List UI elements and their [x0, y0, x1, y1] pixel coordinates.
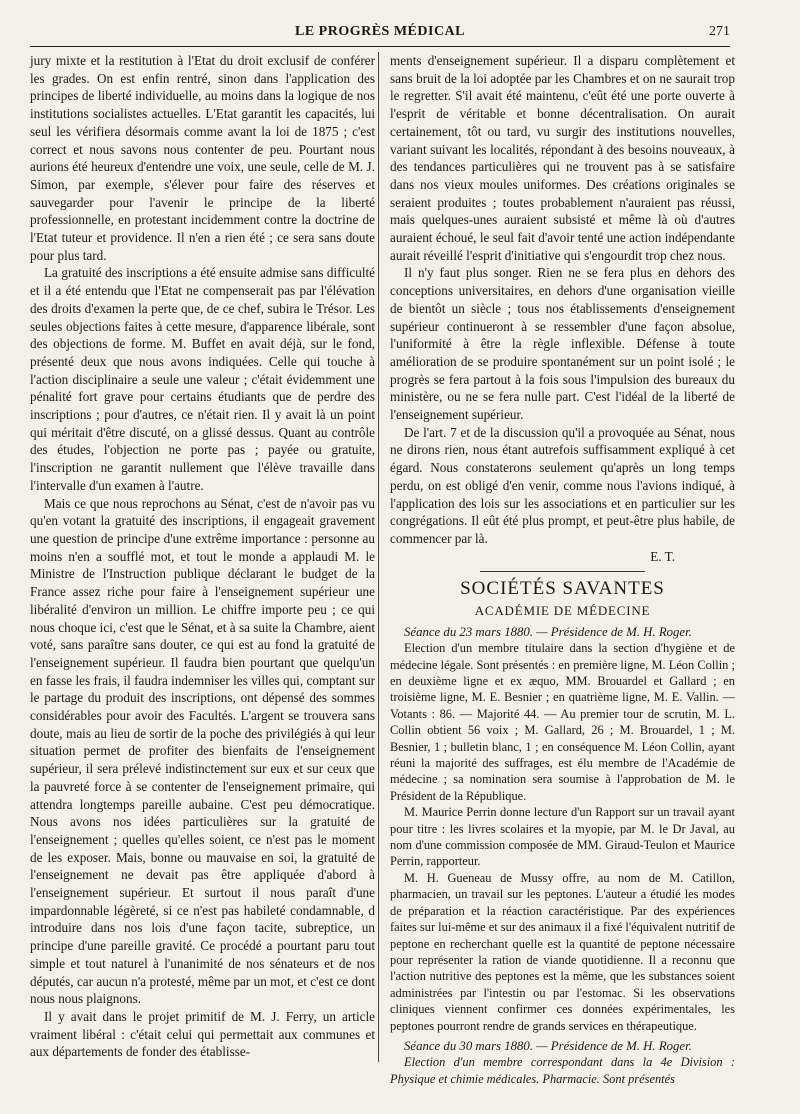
paragraph: Il n'y faut plus songer. Rien ne se fera plus en dehors des conceptions universitaires, en dehors d'une organisation vieille de bientôt un siècle ; tous nos établissements d'enseignement supérieur continueront à se ressembler d'une façon absolue, l'uniformité à être la règle inflexible. Défense à toute amélioration de se produire spontanément sur un point isolé ; le progrès se fera partout à la fois sous l'impulsion des bureaux du ministère, ou ne se fera nulle part. C'est l'idéal de la liberté de l'enseignement supérieur.	[390, 265, 735, 423]
page-number: 271	[709, 24, 730, 39]
section-title: SOCIÉTÉS SAVANTES	[460, 578, 665, 600]
seance-heading: Séance du 23 mars 1880. — Présidence de M. H. Roger.	[404, 624, 692, 639]
paragraph: Il y avait dans le projet primitif de M. J. Ferry, un article vraiment libéral : c'était celui qui permettait aux communes et aux départements de fonder des établisse-	[30, 1008, 375, 1060]
paragraph: Election d'un membre titulaire dans la section d'hygiène et de médecine légale. Sont présentés : en première ligne, M. Léon Collin ; en deuxième ligne et ex æquo, MM. Brouardel et Gallard ; en troisième ligne, M. E. Besnier ; en quatrième ligne, M. E. Vallin. — Votants : 86. — Majorité 44. — Au premier tour de scrutin, M. L. Collin obtient 56 voix ; M. Gallard, 26 ; M. Brouardel, 1 ; M. Besnier, 1 ; bulletin blanc, 1 ; en conséquence M. Léon Collin, ayant réuni la majorité des suffrages, est élu membre de l'Académie de médecine ; sa nomination sera soumise à l'approbation de M. le Président de la République.	[390, 641, 735, 803]
right-column	[390, 52, 735, 1087]
journal-title: LE PROGRÈS MÉDICAL	[294, 24, 466, 39]
column-divider	[378, 52, 379, 1062]
paragraph: La gratuité des inscriptions a été ensuite admise sans difficulté et il a été entendu que l'Etat ne compenserait pas par l'élévation des droits d'examen la perte que, de ce chef, subira le Trésor. Les seules objections faites à cette mesure, d'apparence libérale, sont des objections de forme. M. Buffet en avait déjà, sur le fond, présenté deux que nous avons indiquées. Celle qui touche à l'action disciplinaire a seule une valeur ; c'était évidemment une pénalité fort grave pour certains étudiants que de perdre des inscriptions ; pour d'autres, ce n'était rien. Il y avait là un point qui méritait d'être discuté, on a glissé dessus. Quant au contrôle des études, l'objection ne porte pas ; payée ou gratuite, l'inscription ne garantit nullement que l'élève travaille dans l'intervalle d'un examen à l'autre.	[30, 265, 375, 493]
paragraph: M. H. Gueneau de Mussy offre, au nom de M. Catillon, pharmacien, un travail sur les peptones. L'auteur a étudié les modes de préparation et la réaction caractéristique. Par des expériences faites sur lui-même et sur des animaux il a fixé l'équivalent nutritif de peptone en recherchant quelle est la quantité de peptone nécessaire pour représenter la ration de viande quotidienne. Il a reconnu que l'action nutritive des peptones est la même, que les substances soient administrées par l'intestin ou par l'estomac. Si les observations cliniques viennent confirmer ces données expérimentales, les peptones pourront rendre de grands services en thérapeutique.	[390, 870, 735, 1033]
paragraph: Election d'un membre correspondant dans la 4e Division : Physique et chimie médicales. Pharmacie. Sont présentés	[390, 1055, 735, 1086]
section-body	[390, 624, 735, 1087]
section-divider	[480, 571, 645, 572]
paragraph: M. Maurice Perrin donne lecture d'un Rapport sur un travail ayant pour titre : les livres scolaires et la myopie, par M. le Dr Javal, au nom d'une commission composée de MM. Giraud-Teulon et Maurice Perrin, rapporteur.	[390, 805, 735, 869]
paragraph: jury mixte et la restitution à l'Etat du droit exclusif de conférer les grades. On est enfin rentré, sinon dans l'application des principes de liberté individuelle, au moins dans la logique de nos institutions socialistes actuelles. L'Etat garantit les capacités, lui seul les vérifiera désormais comme avant la loi de 1875 ; c'est correct et nous savons nous contenter de peu. Pourtant nous aurions été heureux d'entendre une voix, une seule, celle de M. J. Simon, par exemple, s'élever pour faire des réserves et sauvegarder pour l'avenir le principe de la liberté professionnelle, en protestant incidemment contre la doctrine de l'Etat tuteur et providence. Il n'en a rien été ; ce sera sans doute pour plus tard.	[30, 53, 375, 263]
paragraph: De l'art. 7 et de la discussion qu'il a provoquée au Sénat, nous ne dirons rien, nous étant autrefois suffisamment expliqué à cet égard. Nous constaterons seulement qu'après un long temps perdu, on est obligé d'en venir, comme nous l'avions indiqué, à l'application des lois sur les associations et en particulier sur les congrégations. Il eût été plus prompt, et peut-être plus habile, de commencer par là.	[390, 424, 735, 546]
page-header	[30, 22, 730, 47]
left-column	[30, 52, 375, 1061]
paragraph: Mais ce que nous reprochons au Sénat, c'est de n'avoir pas vu qu'en votant la gratuité des inscriptions, il engageait gravement une question de principe d'une extrême importance : personne au moins n'en a soufflé mot, et tout le monde a applaudi M. le Ministre de l'Instruction publique déclarant le budget de la France assez riche pour faire à l'enseignement supérieur une libéralité d'environ un million. Le chiffre importe peu ; ce qui nous choque ici, c'est que le Sénat, et à sa suite la Chambre, aient voté, sans paraître sans douter, ce qui est au fond la gratuité de l'enseignement supérieur. Il faudra bien pourtant que quelqu'un en fasse les frais, il faudra indemniser les villes qui, comptant sur le partage du produit des inscriptions, ont dépensé des sommes considérables pour avoir des Facultés. L'argent se trouvera sans doute, mais au lieu de sortir de la poche des privilégiés à qui leur situation permet de profiter des bienfaits de l'enseignement supérieur, il sera prélevé indistinctement sur eux et sur ceux que la pauvreté force à se contenter de l'enseignement primaire, qui attendra longtemps pareille aubaine. C'est peu démocratique. Nous avons nos idées particulières sur la gratuité de l'enseignement ; quelles qu'elles soient, ce n'est pas le moment de les exposer. Mais, bonne ou mauvaise en soi, la gratuité de l'enseignement ne devait pas être appliquée d'abord à l'enseignement supérieur. Et surtout il nous paraît d'une impardonnable légèreté, si ce n'est pas habileté condamnable, d introduire dans nos lois d'une façon tacite, subreptice, un principe d'une pareille gravité. Ce procédé a pourtant paru tout simple et tout naturel à l'unanimité de nos sénateurs et de nos députés, car aucun n'a protesté, même par un mot, et c'est ce dont nous nous plaignons.	[30, 495, 375, 1007]
seance-heading: Séance du 30 mars 1880. — Présidence de M. H. Roger.	[404, 1038, 692, 1053]
section-subtitle: ACADÉMIE DE MÉDECINE	[474, 603, 651, 619]
author-signature: E. T.	[650, 548, 675, 564]
paragraph: ments d'enseignement supérieur. Il a disparu complètement et sans bruit de la loi adoptée par les Chambres et on ne saurait trop le regretter. S'il avait été maintenu, c'eût été une porte ouverte à l'esprit de véritable et bonne décentralisation. On aurait certainement, tôt ou tard, vu surgir des institutions nouvelles, variant suivant les localités, répondant à des besoins nouveaux, à des tendances particulières qui ne trouvent pas à se satisfaire dans nos vieux moules uniformes. Des créations originales se seraient produites ; toutes probablement n'auraient pas réussi, mais quelques-unes auraient subsisté et même là où d'autres auraient échoué, le seul fait d'avoir tenté une action indépendante aurait réveillé l'esprit d'initiative qui s'engourdit trop chez nous.	[390, 53, 735, 263]
